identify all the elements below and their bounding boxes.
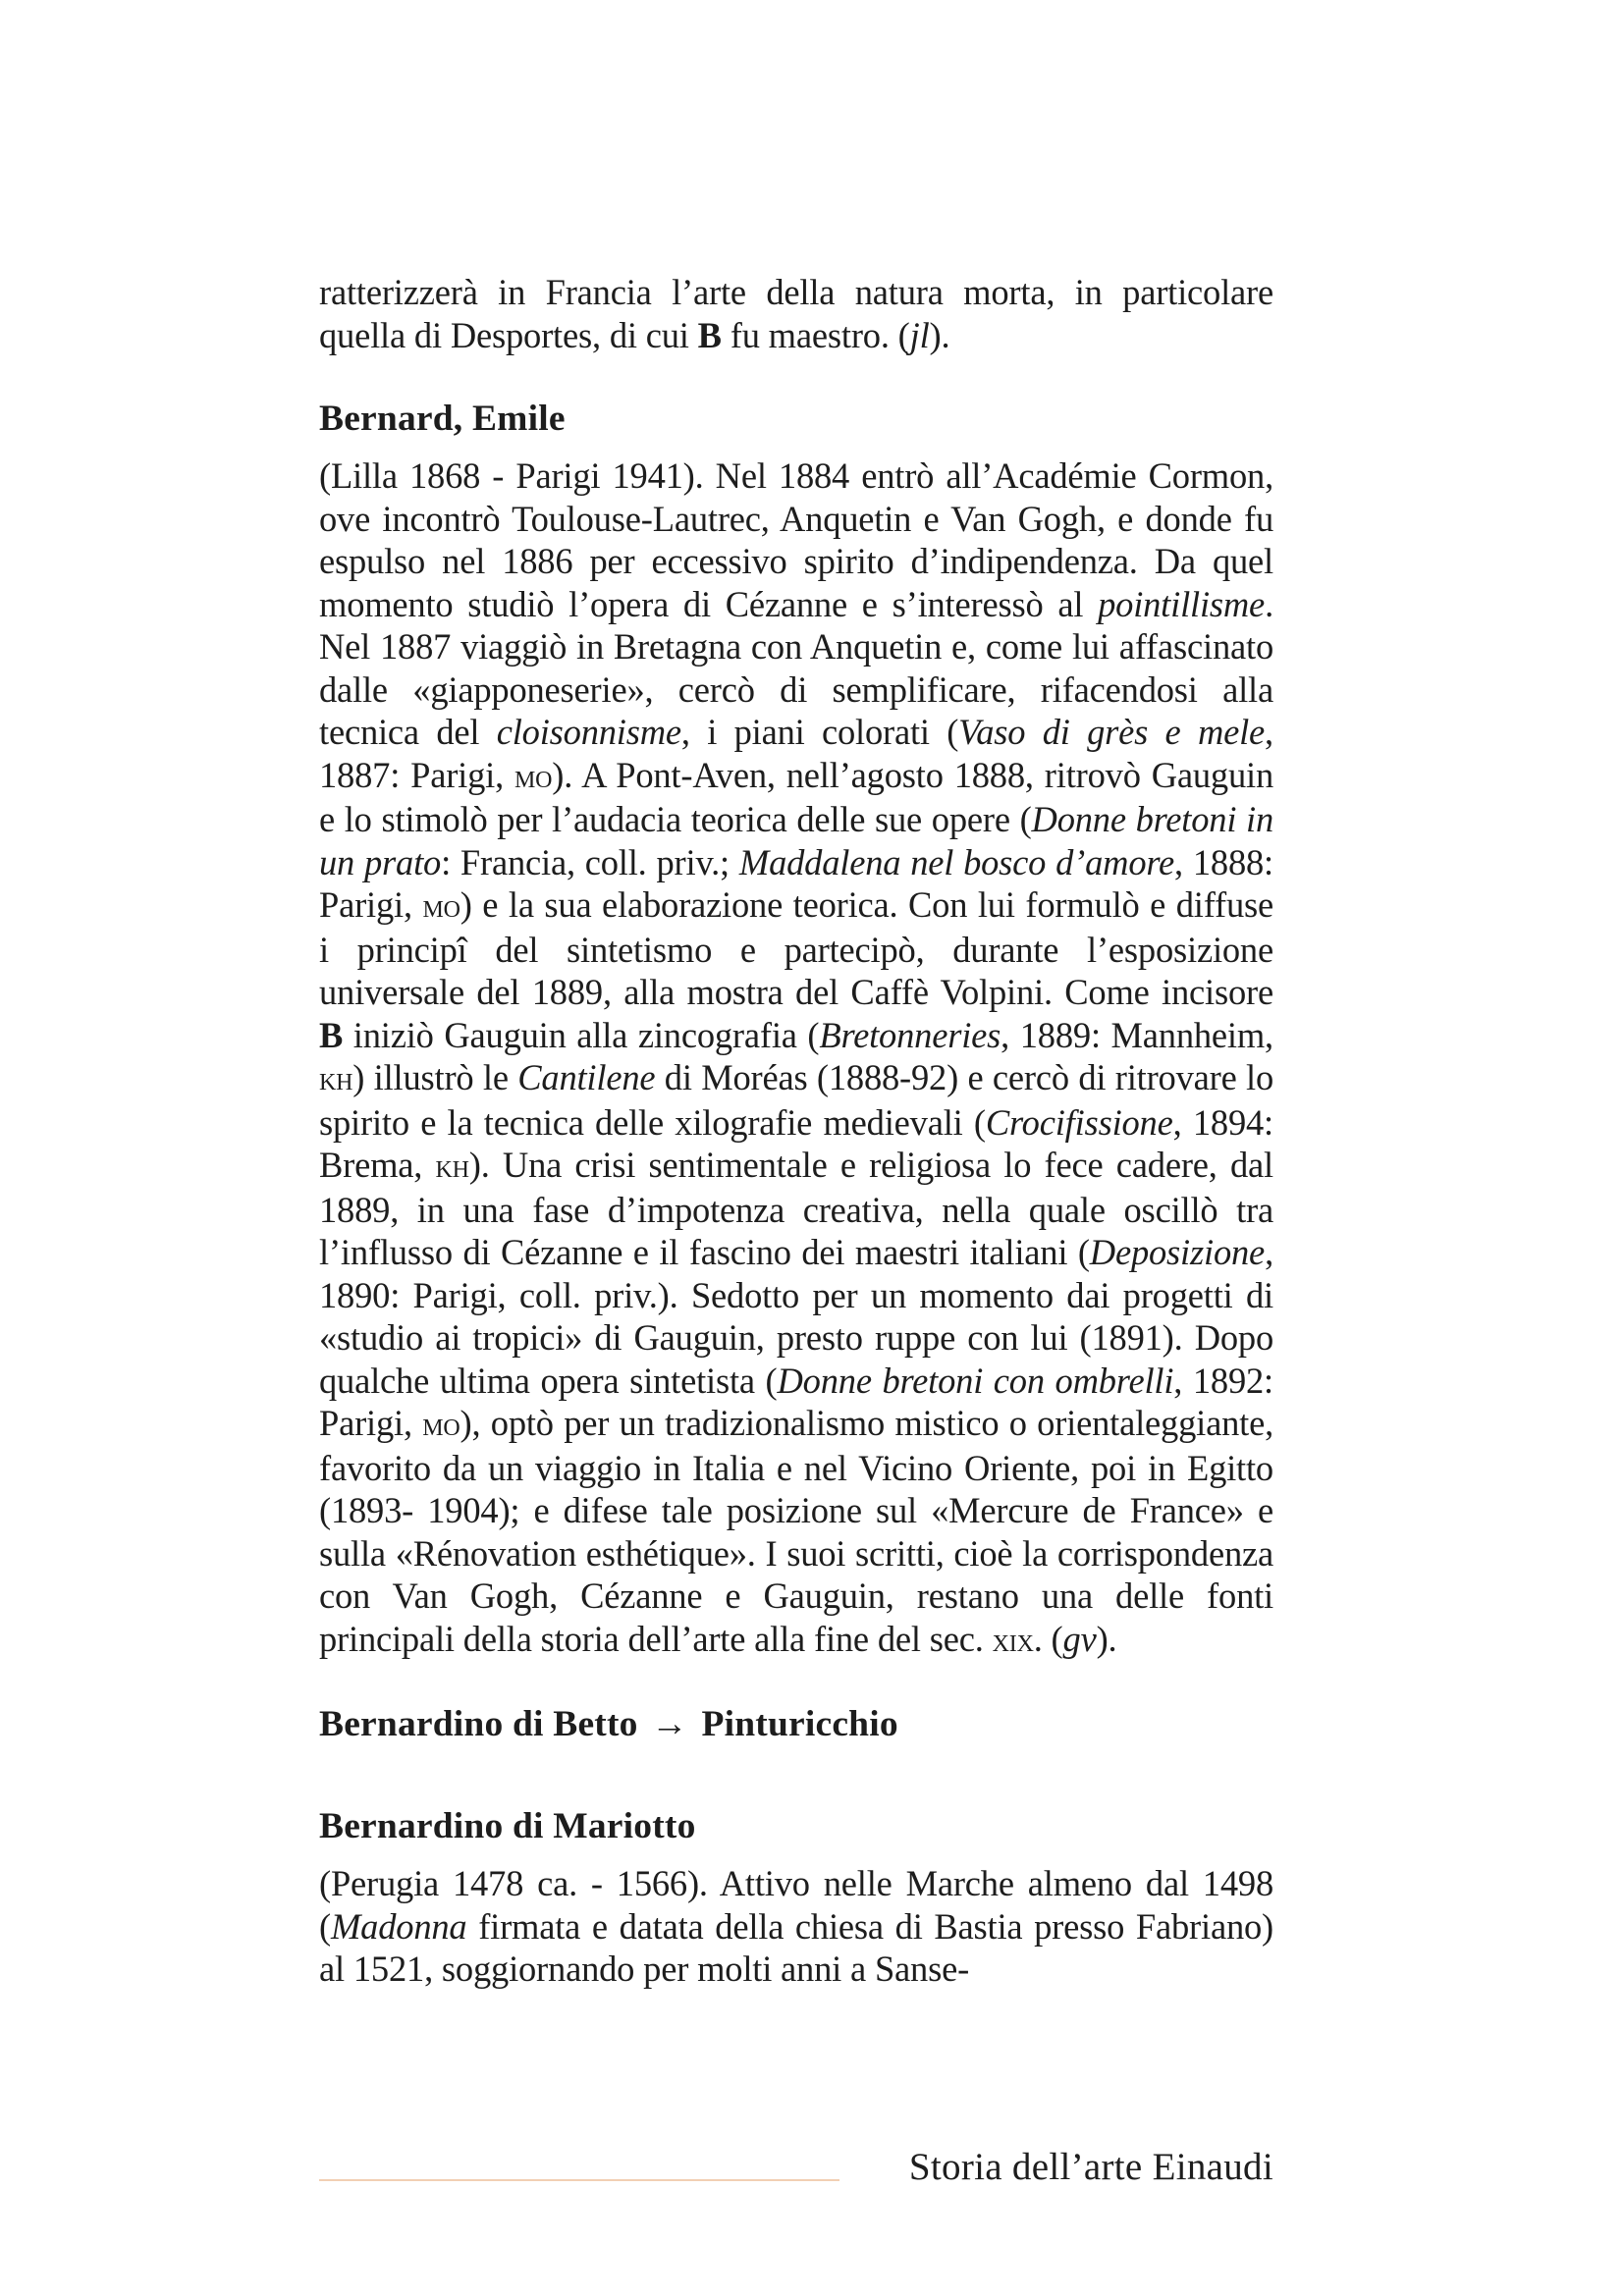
text-run: , 1889: Mannheim, <box>1001 1014 1273 1055</box>
text-run: (Perugia 1478 ca. - 1566). Attivo nelle Marche almeno dal 1498 ( <box>319 1863 1273 1947</box>
text-run: ), optò per un tradizionalismo mistico o orientaleggiante, favorito da un viaggio in Italia e nel Vicino Oriente, poi in Egitto (1893- 1904); e difese tale posizione sul «Mercure de France» e sulla «Rénovation esthétique». I suoi scritti, cioè la corrispondenza con Van Gogh, Cézanne e Gauguin, restano una delle fonti principali della storia dell’arte alla fine del sec. <box>319 1403 1274 1659</box>
text-run: . Nel 1887 viaggiò in Bretagna con Anquetin e, come lui affascinato dalle «giapponeserie», cercò di semplificare, rifacendosi alla tecnica del <box>319 583 1273 752</box>
small-caps-run: mo <box>422 888 460 925</box>
text-run: di Moréas (1888-92) e cercò di ritrovare lo spirito e la tecnica delle xilografie medievali ( <box>319 1057 1273 1143</box>
text-run: (Lilla 1868 - Parigi 1941). Nel 1884 entrò all’Académie Cormon, ove incontrò Toulouse-Lautrec, Anquetin e Van Gogh, e donde fu espulso nel 1886 per eccessivo spirito d’indipendenza. Da quel momento studiò l’opera di Cézanne e s’interessò al <box>319 455 1273 624</box>
italic-run: Donne bretoni con ombrelli <box>777 1360 1174 1401</box>
italic-run: Madonna <box>330 1905 467 1947</box>
small-caps-run: kh <box>319 1061 353 1097</box>
footer-rule <box>319 2179 839 2181</box>
text-run: fu maestro. ( <box>721 314 910 355</box>
text-run: : Francia, coll. priv.; <box>441 841 739 882</box>
bold-run: B <box>697 314 722 355</box>
footer-title: Storia dell’arte Einaudi <box>908 2146 1273 2188</box>
text-run: ). <box>929 314 950 355</box>
italic-run: Deposizione <box>1089 1232 1266 1272</box>
italic-run: jl <box>909 314 930 355</box>
italic-run: Donne bretoni in un prato <box>319 799 1273 882</box>
small-caps-run: xix <box>992 1622 1034 1659</box>
text-run: ). A Pont-Aven, nell’agosto 1888, ritrovò Gauguin e lo stimolò per l’audacia teorica delle sue opere ( <box>319 754 1274 839</box>
entry-body-bernard <box>319 454 1273 1662</box>
text-run: ). <box>1096 1618 1117 1659</box>
text-run: . ( <box>1033 1618 1063 1659</box>
text-run: ). Una crisi sentimentale e religiosa lo fece cadere, dal 1889, in una fase d’impotenza creativa, nella quale oscillò tra l’influsso di Cézanne e il fascino dei maestri italiani ( <box>319 1145 1273 1272</box>
intro-paragraph <box>319 271 1273 356</box>
text-run: , 1888: Parigi, <box>319 841 1273 925</box>
small-caps-run: mo <box>514 758 553 795</box>
text-run: ratterizzerà in Francia l’arte della natura morta, in particolare quella di Desportes, di cui <box>319 272 1273 355</box>
italic-run: Maddalena nel bosco d’amore <box>738 841 1175 882</box>
text-run: iniziò Gauguin alla zincografia ( <box>343 1014 820 1055</box>
spacer <box>319 356 1273 398</box>
italic-run: pointillisme <box>1098 583 1266 624</box>
spacer <box>319 1848 1273 1862</box>
cross-reference-target[interactable]: Pinturicchio <box>701 1704 898 1744</box>
spacer <box>319 1662 1273 1703</box>
spacer <box>319 441 1273 454</box>
text-run: , 1887: Parigi, <box>319 712 1273 795</box>
text-run: ) illustrò le <box>352 1057 518 1097</box>
small-caps-run: mo <box>422 1407 460 1443</box>
page-footer <box>319 2145 1273 2194</box>
entry-heading-text: Bernardino di Betto <box>319 1704 638 1744</box>
text-run: firmata e datata della chiesa di Bastia presso Fabriano) al 1521, soggiornando per molti anni a Sanse- <box>319 1905 1273 1989</box>
text-run: , 1890: Parigi, coll. priv.). Sedotto per un momento dai progetti di «studio ai tropici» di Gauguin, presto ruppe con lui (1891). Dopo qualche ultima opera sintetista ( <box>319 1232 1273 1401</box>
italic-run: gv <box>1062 1618 1097 1659</box>
text-run: , 1894: Brema, <box>319 1101 1273 1185</box>
bold-run: B <box>319 1014 344 1055</box>
entry-heading-bernardino-di-mariotto: Bernardino di Mariotto <box>319 1806 696 1846</box>
italic-run: Bretonneries <box>819 1014 1001 1055</box>
entry-heading-bernard: Bernard, Emile <box>319 399 566 439</box>
see-arrow-icon: → <box>651 1704 688 1744</box>
italic-run: Crocifissione <box>985 1101 1173 1143</box>
italic-run: Cantilene <box>517 1057 656 1097</box>
text-run: ) e la sua elaborazione teorica. Con lui formulò e diffuse i principî del sintetismo e partecipò, durante l’esposizione universale del 1889, alla mostra del Caffè Volpini. Come incisore <box>319 884 1274 1012</box>
text-run: , 1892: Parigi, <box>319 1360 1273 1443</box>
italic-run: cloisonnisme <box>496 712 681 752</box>
entry-heading-bernardino-di-betto <box>319 1703 1273 1746</box>
entry-body-bernardino-di-mariotto <box>319 1862 1273 1991</box>
text-run: , i piani colorati ( <box>680 712 959 752</box>
small-caps-run: kh <box>435 1148 469 1185</box>
italic-run: Vaso di grès e mele <box>958 712 1266 752</box>
page-body <box>319 271 1273 1991</box>
spacer <box>319 1746 1273 1805</box>
